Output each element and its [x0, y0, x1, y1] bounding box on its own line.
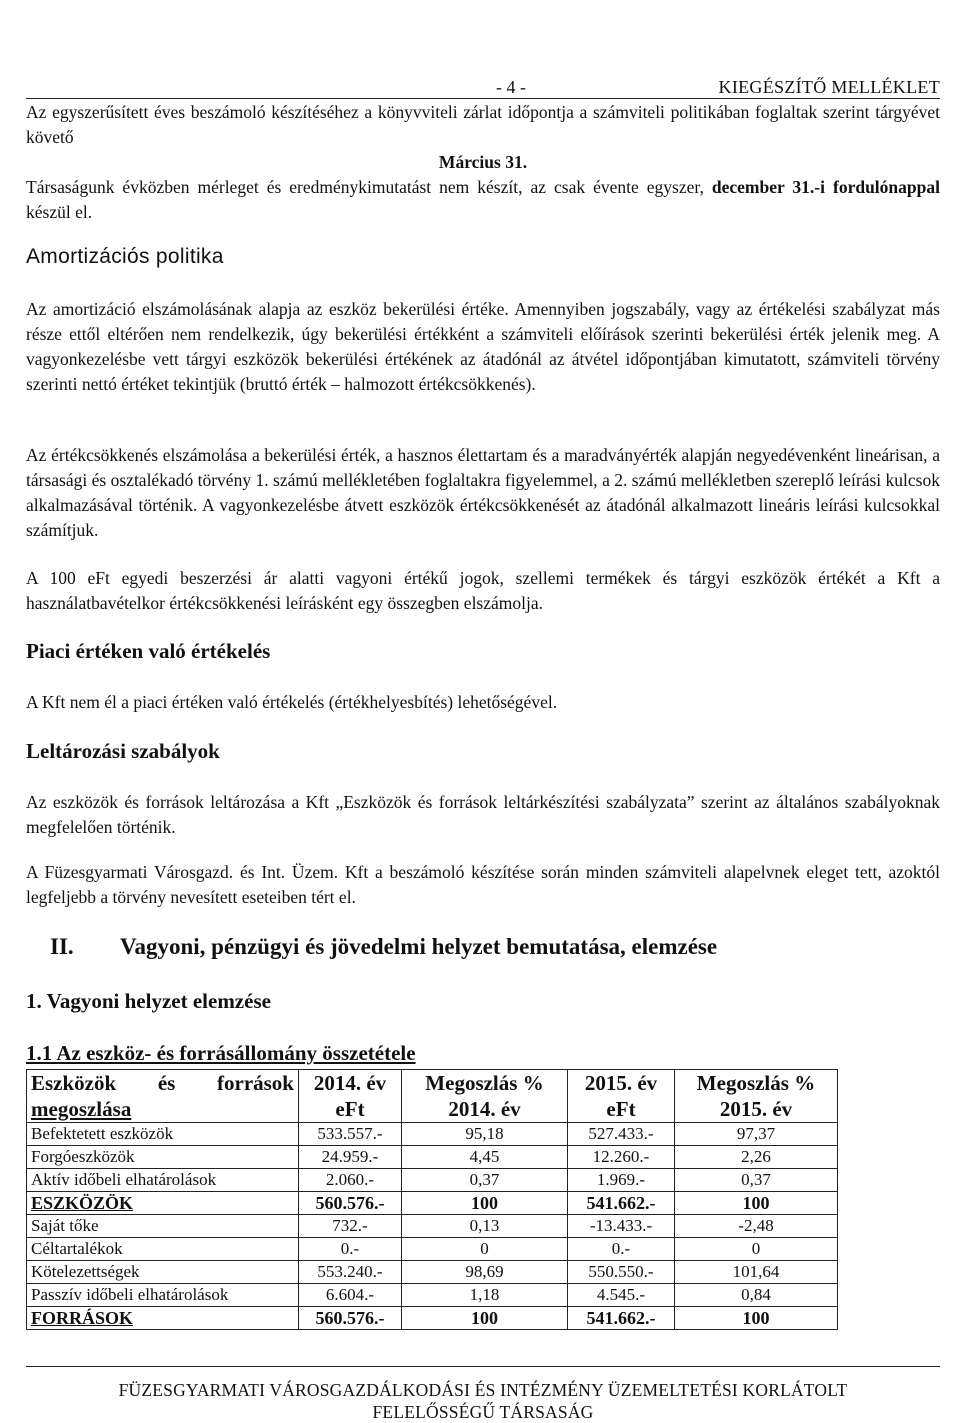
header-2014-share-line1: Megoszlás %	[425, 1071, 544, 1095]
value-2015: 12.260.-	[568, 1146, 675, 1169]
header-2014-value-line1: 2014. év	[313, 1071, 387, 1095]
value-2014: 6.604.-	[299, 1284, 402, 1307]
inventory-paragraph-2: A Füzesgyarmati Városgazd. és Int. Üzem. Kft a beszámoló készítése során minden számviteli alapelvnek eleget tett, azoktól legfeljebb a törvény nevesített eseteiben tért el.	[26, 862, 940, 907]
market-valuation-heading: Piaci értéken való értékelés	[26, 639, 271, 663]
asset-liability-table	[26, 1069, 838, 1330]
reporting-sentence	[26, 175, 940, 225]
table-header-row	[27, 1070, 838, 1123]
row-label-text: FORRÁSOK	[31, 1308, 134, 1328]
table-row	[27, 1261, 838, 1284]
table-row	[27, 1238, 838, 1261]
reporting-sentence-b: készül el.	[26, 202, 93, 222]
header-cell-category	[27, 1070, 299, 1123]
footer-company-line2: FELELŐSSÉGŰ TÁRSASÁG	[372, 1402, 594, 1422]
header-2014-value-line2: eFt	[335, 1097, 365, 1121]
market-valuation-text: A Kft nem él a piaci értéken való értékelés (értékhelyesbítés) lehetőségével.	[26, 692, 558, 712]
value-2015: 541.662.-	[568, 1192, 675, 1215]
page-footer	[26, 1366, 940, 1423]
reporting-sentence-a: Társaságunk évközben mérleget és eredménykimutatást nem készít, az csak évente egyszer,	[26, 177, 712, 197]
annex-title: KIEGÉSZÍTŐ MELLÉKLET	[718, 77, 940, 97]
intro-line: Az egyszerűsített éves beszámoló készítéséhez a könyvviteli zárlat időpontja a számviteli politikában foglaltak szerint tárgyévet követő	[26, 102, 940, 147]
intro-paragraph	[26, 100, 940, 150]
row-label: Befektetett eszközök	[27, 1123, 299, 1146]
header-cell-2014-share	[402, 1070, 568, 1123]
share-2015: -2,48	[675, 1215, 838, 1238]
table-row	[27, 1215, 838, 1238]
value-2014: 560.576.-	[299, 1192, 402, 1215]
share-2014: 0,13	[402, 1215, 568, 1238]
value-2015: -13.433.-	[568, 1215, 675, 1238]
header-2015-share-line2: 2015. év	[719, 1097, 793, 1121]
value-2014: 2.060.-	[299, 1169, 402, 1192]
share-2015: 2,26	[675, 1146, 838, 1169]
closing-date	[26, 150, 940, 175]
row-label-text: ESZKÖZÖK	[31, 1193, 134, 1213]
asset-position-heading: 1. Vagyoni helyzet elemzése	[26, 989, 271, 1013]
table-row	[27, 1123, 838, 1146]
share-2014: 98,69	[402, 1261, 568, 1284]
row-label	[27, 1307, 299, 1330]
share-2015: 97,37	[675, 1123, 838, 1146]
share-2014: 100	[402, 1192, 568, 1215]
value-2014: 560.576.-	[299, 1307, 402, 1330]
row-label: Aktív időbeli elhatárolások	[27, 1169, 299, 1192]
value-2015: 0.-	[568, 1238, 675, 1261]
header-2015-value-line2: eFt	[606, 1097, 636, 1121]
share-2014: 4,45	[402, 1146, 568, 1169]
table-row-total-assets	[27, 1192, 838, 1215]
share-2014: 1,18	[402, 1284, 568, 1307]
header-2015-value-line1: 2015. év	[584, 1071, 658, 1095]
amortization-paragraph-1: Az amortizáció elszámolásának alapja az eszköz bekerülési értéke. Amennyiben jogszabály, vagy az értékelési szabályzat más része ettől eltérően nem rendelkezik, úgy bekerülési értékként a számviteli előírások szerinti bekerülési érték jelenik meg. A vagyonkezelésbe vett tárgyi eszközök bekerülési értékének az átadónál az átvétel időpontjában kimutatott, számviteli törvény szerinti nettó értéket tekintjük (bruttó érték – halmozott értékcsökkenés).	[26, 299, 940, 394]
table-row	[27, 1146, 838, 1169]
share-2014: 0,37	[402, 1169, 568, 1192]
section-2-heading	[50, 933, 717, 961]
reporting-date-bold: december 31.-i fordulónappal	[711, 177, 940, 197]
header-2015-share-line1: Megoszlás %	[696, 1071, 816, 1095]
inventory-paragraph-1: Az eszközök és források leltározása a Kft „Eszközök és források leltárkészítési szabályzata” szerint az általános szabályoknak megfelelően történik.	[26, 792, 940, 837]
table-row	[27, 1169, 838, 1192]
share-2015: 100	[675, 1192, 838, 1215]
row-label: Céltartalékok	[27, 1238, 299, 1261]
value-2014: 732.-	[299, 1215, 402, 1238]
row-label: Passzív időbeli elhatárolások	[27, 1284, 299, 1307]
inventory-rules-heading: Leltározási szabályok	[26, 739, 220, 763]
share-2014: 95,18	[402, 1123, 568, 1146]
row-label: Saját tőke	[27, 1215, 299, 1238]
share-2014: 100	[402, 1307, 568, 1330]
page-header	[26, 76, 940, 99]
table-title: 1.1 Az eszköz- és forrásállomány összetétele	[26, 1041, 416, 1065]
value-2014: 533.557.-	[299, 1123, 402, 1146]
row-label: Forgóeszközök	[27, 1146, 299, 1169]
row-label: Kötelezettségek	[27, 1261, 299, 1284]
share-2015: 0,37	[675, 1169, 838, 1192]
amortization-paragraph-2: Az értékcsökkenés elszámolása a bekerülési érték, a hasznos élettartam és a maradványérték alapján negyedévenként lineárisan, a társasági és osztalékadó törvény 1. számú mellékletében foglaltakra figyelemmel, a 2. számú mellékletben szereplő leírási kulcsok alkalmazásával történik. A vagyonkezelésbe átvett eszközök értékcsökkenését az átadónál alkalmazott lineáris leírási kulcsokkal számítjuk.	[26, 445, 940, 540]
closing-date-text: Március 31.	[438, 152, 528, 172]
value-2014: 24.959.-	[299, 1146, 402, 1169]
page-number: - 4 -	[496, 77, 526, 97]
table-row-total-liabilities	[27, 1307, 838, 1330]
section-2-number: II.	[50, 934, 74, 959]
section-2-title: Vagyoni, pénzügyi és jövedelmi helyzet bemutatása, elemzése	[120, 934, 718, 959]
value-2015: 550.550.-	[568, 1261, 675, 1284]
value-2015: 4.545.-	[568, 1284, 675, 1307]
share-2015: 101,64	[675, 1261, 838, 1284]
header-2014-share-line2: 2014. év	[448, 1097, 521, 1121]
header-cell-2015-value	[568, 1070, 675, 1123]
value-2014: 0.-	[299, 1238, 402, 1261]
value-2015: 541.662.-	[568, 1307, 675, 1330]
header-category-line1: Eszközök és források	[31, 1071, 294, 1095]
value-2014: 553.240.-	[299, 1261, 402, 1284]
header-category-line2: megoszlása	[31, 1097, 132, 1121]
header-cell-2015-share	[675, 1070, 838, 1123]
share-2015: 0,84	[675, 1284, 838, 1307]
row-label	[27, 1192, 299, 1215]
share-2015: 0	[675, 1238, 838, 1261]
footer-company-line1: FÜZESGYARMATI VÁROSGAZDÁLKODÁSI ÉS INTÉZMÉNY ÜZEMELTETÉSI KORLÁTOLT	[118, 1380, 848, 1400]
share-2014: 0	[402, 1238, 568, 1261]
table-row	[27, 1284, 838, 1307]
value-2015: 527.433.-	[568, 1123, 675, 1146]
value-2015: 1.969.-	[568, 1169, 675, 1192]
header-cell-2014-value	[299, 1070, 402, 1123]
amortization-heading: Amortizációs politika	[26, 245, 224, 268]
share-2015: 100	[675, 1307, 838, 1330]
amortization-paragraph-3: A 100 eFt egyedi beszerzési ár alatti vagyoni értékű jogok, szellemi termékek és tárgyi eszközök értékét a Kft a használatbavételkor értékcsökkenési leírásként egy összegben elszámolja.	[26, 568, 940, 613]
